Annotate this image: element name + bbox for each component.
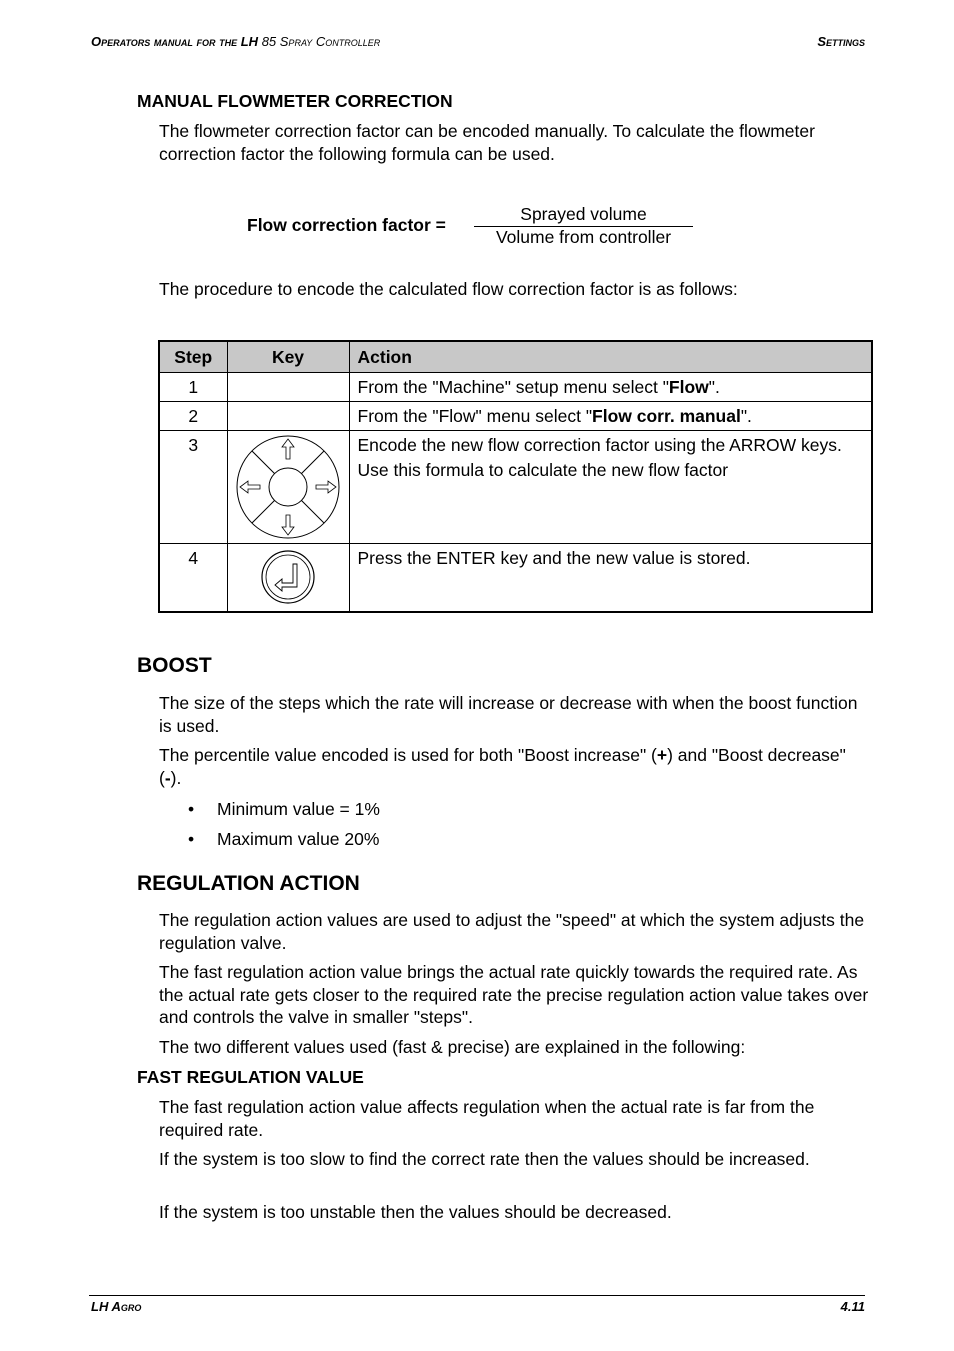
bullet-icon: •: [188, 829, 195, 849]
regulation-paragraph-1: The regulation action values are used to adjust the "speed" at which the system adjusts the regulation valve.: [159, 910, 865, 953]
key-cell: [227, 373, 349, 402]
header-part-3: 85: [258, 34, 280, 49]
page-header-title: [91, 34, 380, 49]
action-text: From the "Machine" setup menu select ": [357, 377, 669, 397]
fast-regulation-paragraph-3: If the system is too unstable then the values should be decreased.: [159, 1202, 672, 1222]
footer-divider: [89, 1295, 865, 1296]
formula-label: Flow correction factor =: [247, 215, 446, 235]
bullet-icon: •: [188, 799, 195, 819]
boost-paragraph-1: The size of the steps which the rate will increase or decrease with when the boost function is used.: [159, 693, 858, 736]
step-number: 2: [159, 402, 227, 431]
procedure-table: [158, 340, 873, 613]
key-cell: [227, 402, 349, 431]
header-part-4: Spray Controller: [279, 34, 381, 49]
action-bold: Flow corr. manual: [592, 406, 741, 426]
action-text: Press the ENTER key and the new value is stored.: [357, 548, 751, 568]
list-item: [188, 799, 380, 820]
col-header-key: Key: [227, 341, 349, 373]
regulation-heading: REGULATION ACTION: [137, 872, 360, 895]
header-part-2: LH: [240, 34, 259, 49]
boost-p2-text: The percentile value encoded is used for both "Boost increase" (: [159, 745, 657, 765]
table-row: [159, 402, 872, 431]
action-text-2: Use this formula to calculate the new flow factor: [357, 459, 729, 480]
footer-company: LH Agro: [91, 1299, 142, 1314]
formula-denominator: Volume from controller: [495, 227, 672, 247]
procedure-intro: The procedure to encode the calculated flow correction factor is as follows:: [159, 279, 738, 299]
action-cell: [349, 402, 872, 431]
action-text: Encode the new flow correction factor using the ARROW keys.: [357, 435, 842, 455]
fast-regulation-paragraph-2: If the system is too slow to find the correct rate then the values should be increased.: [159, 1149, 810, 1169]
action-cell: [349, 544, 872, 612]
enter-key-icon: [260, 549, 316, 605]
regulation-paragraph-2: The fast regulation action value brings the actual rate quickly towards the required rate. As the actual rate gets closer to the required rate the precise regulation action value takes over and controls the valve in smaller "steps".: [159, 962, 869, 1027]
fast-regulation-heading: FAST REGULATION VALUE: [137, 1067, 364, 1087]
table-row: [159, 431, 872, 544]
boost-plus: +: [656, 745, 668, 765]
list-item-text: Maximum value 20%: [217, 829, 380, 849]
header-part-1: Operators manual for the: [91, 34, 241, 49]
col-header-step: Step: [159, 341, 227, 373]
list-item: [188, 829, 379, 850]
boost-minus: -: [164, 767, 171, 788]
boost-p2-mid: ) and "Boost decrease" (: [159, 745, 846, 788]
table-row: [159, 373, 872, 402]
action-text-end: ".: [740, 406, 752, 426]
manual-flowmeter-intro: The flowmeter correction factor can be encoded manually. To calculate the flowmeter correction factor the following formula can be used.: [159, 121, 815, 164]
manual-flowmeter-heading: MANUAL FLOWMETER CORRECTION: [137, 91, 453, 111]
step-number: 4: [159, 544, 227, 612]
boost-paragraph-2: [159, 744, 869, 789]
boost-p2-end: ).: [170, 767, 182, 788]
col-header-action: Action: [349, 341, 872, 373]
action-text: From the "Flow" menu select ": [357, 406, 593, 426]
key-cell: [227, 431, 349, 544]
table-header-row: [159, 341, 872, 373]
action-cell: [349, 431, 872, 544]
formula-numerator: Sprayed volume: [520, 204, 647, 224]
regulation-paragraph-3: The two different values used (fast & precise) are explained in the following:: [159, 1037, 746, 1057]
list-item-text: Minimum value = 1%: [217, 799, 380, 819]
action-cell: [349, 373, 872, 402]
fast-regulation-paragraph-1: The fast regulation action value affects regulation when the actual rate is far from the required rate.: [159, 1097, 815, 1140]
boost-heading: BOOST: [137, 654, 212, 677]
step-number: 1: [159, 373, 227, 402]
step-number: 3: [159, 431, 227, 544]
footer-page-number: 4.11: [840, 1299, 865, 1314]
key-cell: [227, 544, 349, 612]
table-row: [159, 544, 872, 612]
page-header-section: Settings: [817, 34, 865, 49]
arrow-keys-icon: [236, 435, 340, 539]
action-text-end: ".: [708, 377, 720, 397]
action-bold: Flow: [668, 377, 709, 397]
